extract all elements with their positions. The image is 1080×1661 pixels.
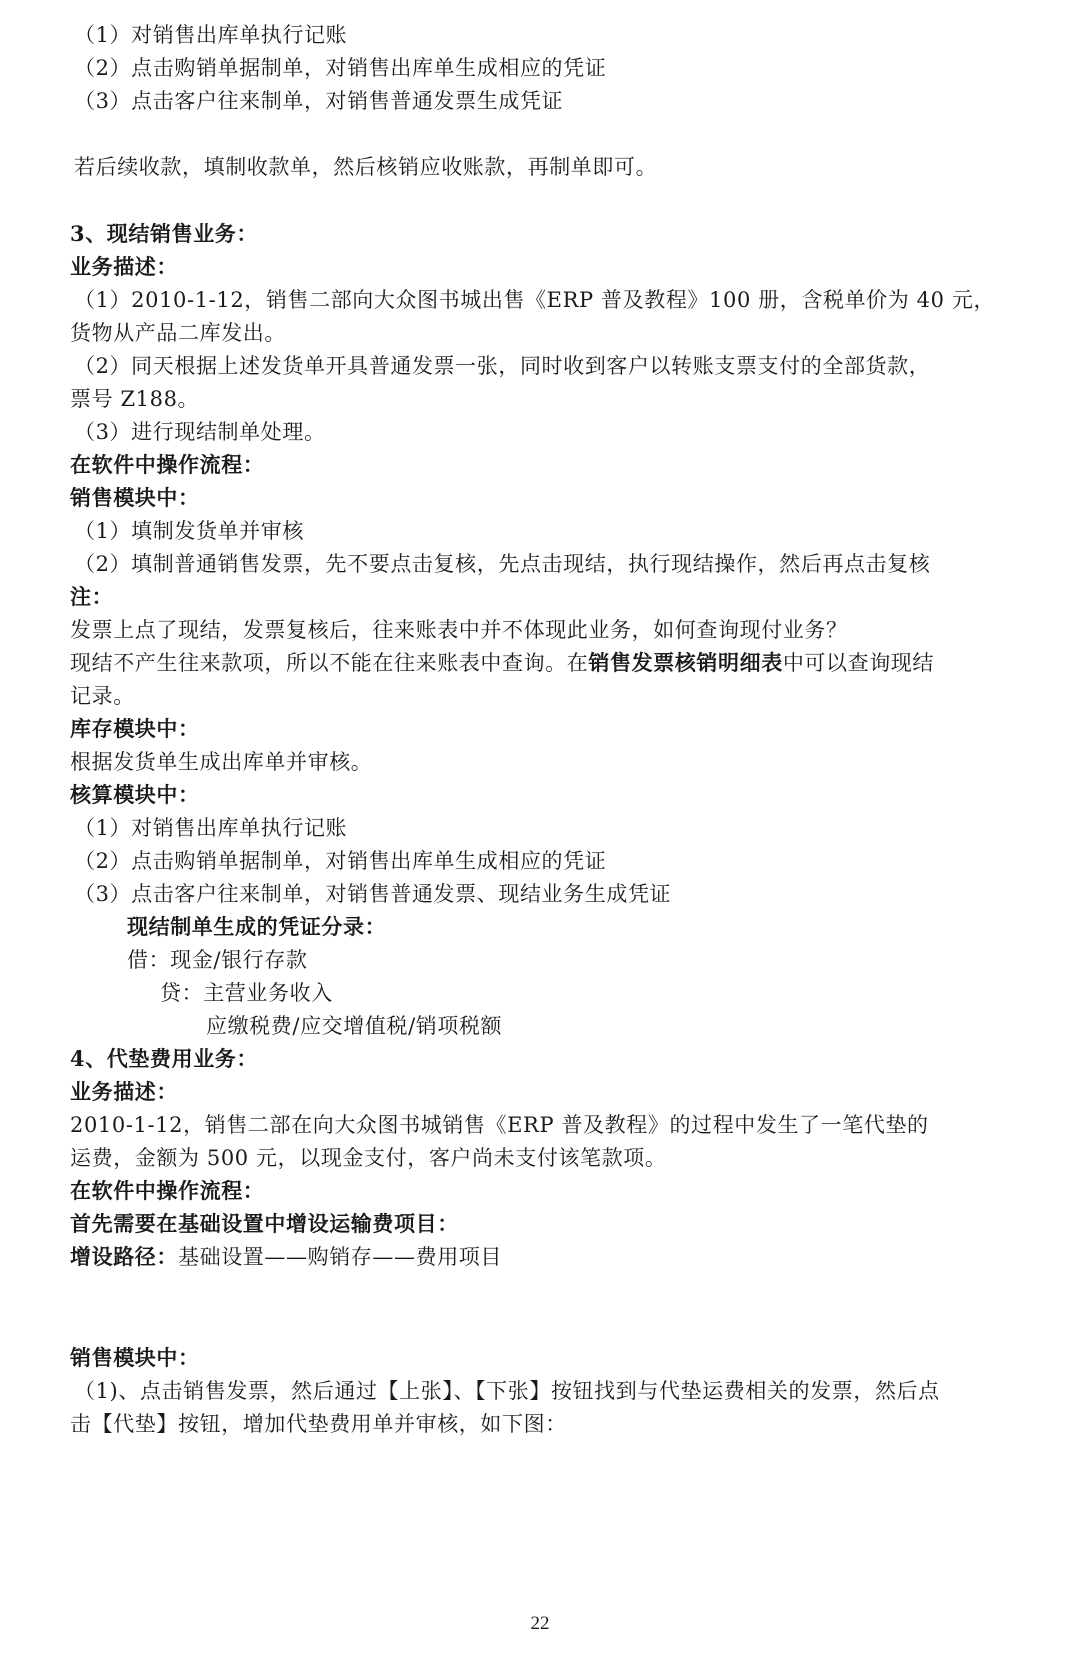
step-line: （2）点击购销单据制单，对销售出库单生成相应的凭证 (74, 56, 607, 80)
flow-label: 在软件中操作流程： (70, 1178, 265, 1203)
note-label: 注： (70, 584, 114, 609)
path-line (70, 1244, 1040, 1270)
note-answer-post: 中可以查询现结 (782, 651, 935, 675)
desc-line: （1）2010-1-12，销售二部向大众图书城出售《ERP 普及教程》100 册，含税单价为 40 元， (74, 288, 996, 312)
entry-credit-2: 应缴税费/应交增值税/销项税额 (206, 1014, 503, 1038)
module-label: 销售模块中： (70, 1345, 200, 1370)
note-answer-pre: 现结不产生往来款项，所以不能在往来账表中查询。在 (70, 651, 589, 675)
entry-credit: 贷：主营业务收入 (160, 981, 333, 1005)
step-line: （3）点击客户往来制单，对销售普通发票生成凭证 (74, 89, 564, 113)
desc-line: （3）进行现结制单处理。 (74, 420, 326, 444)
module-label: 销售模块中： (70, 485, 200, 510)
page-number: 22 (530, 1613, 550, 1634)
setup-label: 首先需要在基础设置中增设运输费项目： (70, 1211, 459, 1236)
section-heading: 4、代垫费用业务： (70, 1046, 259, 1071)
inventory-text: 根据发货单生成出库单并审核。 (70, 750, 373, 774)
module-label: 库存模块中： (70, 716, 200, 741)
step-line: 击【代垫】按钮，增加代垫费用单并审核，如下图： (70, 1412, 567, 1436)
step-line: （2）填制普通销售发票，先不要点击复核，先点击现结，执行现结操作，然后再点击复核 (74, 552, 931, 576)
desc-line: 票号 Z188。 (70, 387, 200, 411)
step-line: （1）填制发货单并审核 (74, 519, 304, 543)
desc-label: 业务描述： (70, 1079, 178, 1104)
path-text: 基础设置——购销存——费用项目 (178, 1245, 502, 1269)
follow-up-text: 若后续收款，填制收款单，然后核销应收账款，再制单即可。 (74, 155, 658, 179)
entry-debit: 借：现金/银行存款 (127, 948, 308, 972)
note-question: 发票上点了现结，发票复核后，往来账表中并不体现此业务，如何查询现付业务？ (70, 618, 848, 642)
desc-line: 货物从产品二库发出。 (70, 321, 286, 345)
report-name: 销售发票核销明细表 (588, 650, 783, 675)
desc-line: 运费，金额为 500 元，以现金支付，客户尚未支付该笔款项。 (70, 1146, 667, 1170)
desc-line: 2010-1-12，销售二部在向大众图书城销售《ERP 普及教程》的过程中发生了一笔代垫的 (70, 1113, 929, 1137)
desc-line: （2）同天根据上述发货单开具普通发票一张，同时收到客户以转账支票支付的全部货款， (74, 354, 931, 378)
step-line: （2）点击购销单据制单，对销售出库单生成相应的凭证 (74, 849, 607, 873)
section-heading: 3、现结销售业务： (70, 221, 259, 246)
module-label: 核算模块中： (70, 782, 200, 807)
step-line: （1）对销售出库单执行记账 (74, 816, 348, 840)
path-label: 增设路径： (70, 1244, 178, 1269)
step-line: （3）点击客户往来制单，对销售普通发票、现结业务生成凭证 (74, 882, 672, 906)
desc-label: 业务描述： (70, 254, 178, 279)
entry-label: 现结制单生成的凭证分录： (127, 914, 387, 939)
note-answer-cont: 记录。 (70, 684, 135, 708)
note-answer (70, 650, 1040, 676)
step-line: （1)、点击销售发票，然后通过【上张】、【下张】按钮找到与代垫运费相关的发票，然后点 (74, 1379, 940, 1403)
step-line: （1）对销售出库单执行记账 (74, 23, 348, 47)
flow-label: 在软件中操作流程： (70, 452, 265, 477)
